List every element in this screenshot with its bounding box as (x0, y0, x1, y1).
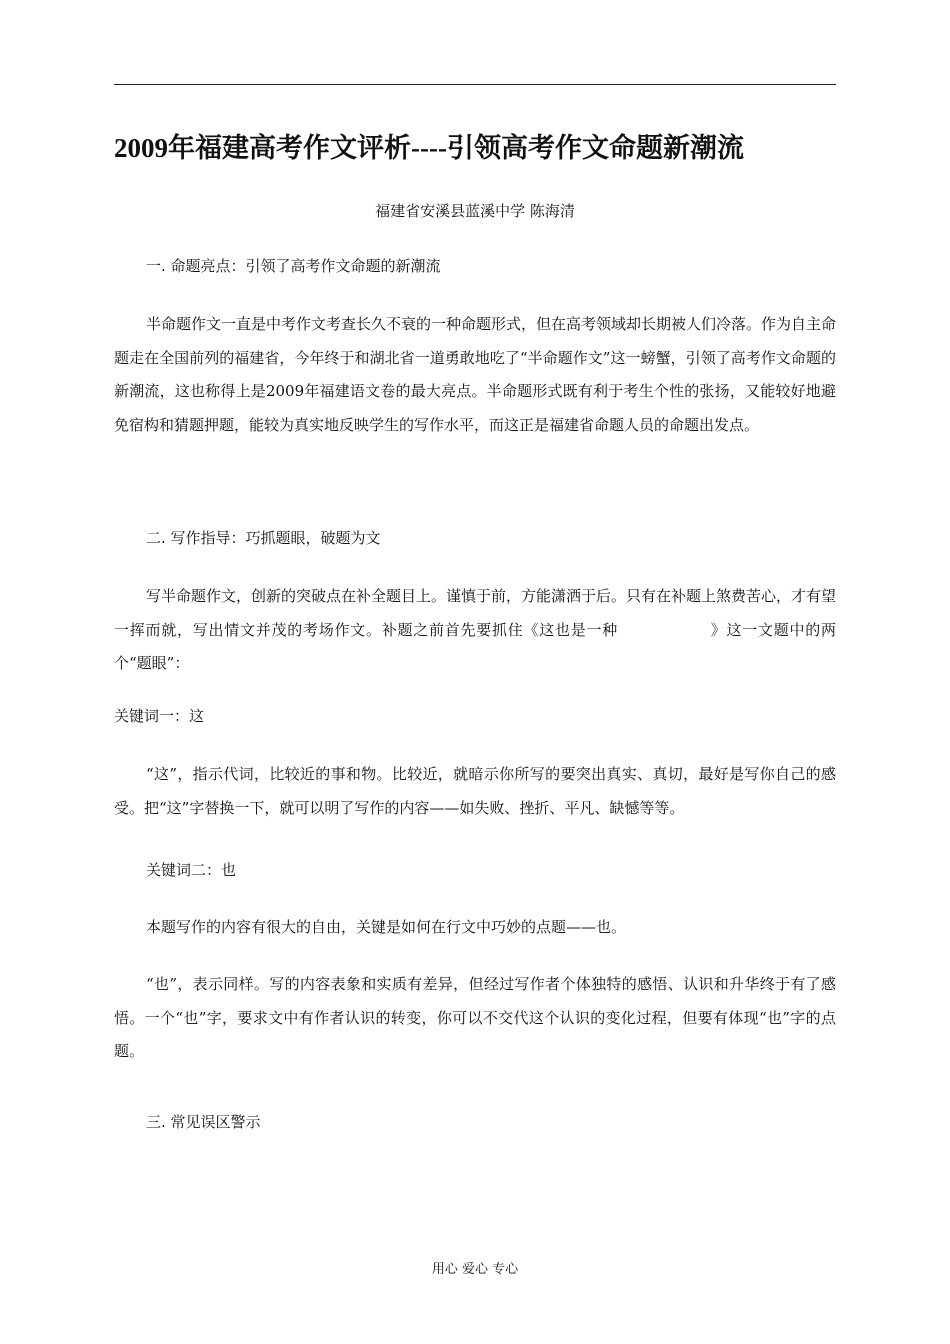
section3-heading: 三. 常见误区警示 (146, 1113, 261, 1131)
keyword2-heading: 关键词二：也 (146, 861, 237, 879)
section2-paragraph-part-b: 》这一文题中的两个“题眼”： (114, 620, 836, 672)
section1-paragraph: 半命题作文一直是中考作文考查长久不衰的一种命题形式，但在高考领域却长期被人们冷落。作为自主命题走在全国前列的福建省，今年终于和湖北省一道勇敢地吃了“半命题作文”这一螃蟹，引领了高考作文命题的新潮流，这也称得上是2009年福建语文卷的最大亮点。半命题形式既有利于考生个性的张扬，又能较好地避免宿构和猜题押题，能较为真实地反映学生的写作水平，而这正是福建省命题人员的命题出发点。 (114, 315, 837, 434)
page-footer: 用心 爱心 专心 (431, 1262, 519, 1277)
keyword1-heading: 关键词一：这 (114, 707, 205, 725)
keyword2-paragraph-1: 本题写作的内容有很大的自由，关键是如何在行文中巧妙的点题——也。 (146, 918, 627, 936)
section2-heading: 二. 写作指导：巧抓题眼，破题为文 (146, 529, 381, 547)
keyword1-paragraph: “这”，指示代词，比较近的事和物。比较近，就暗示你所写的要突出真实、真切，最好是写你自己的感受。把“这”字替换一下，就可以明了写作的内容——如失败、挫折、平凡、缺憾等等。 (114, 765, 836, 817)
author-line: 福建省安溪县蓝溪中学 陈海清 (375, 202, 575, 220)
keyword2-paragraph-2: “也”，表示同样。写的内容表象和实质有差异，但经过写作者个体独特的感悟、认识和升华终于有了感悟。一个“也”字，要求文中有作者认识的转变，你可以不交代这个认识的变化过程，但要有体现“也”字的点题。 (114, 975, 836, 1060)
document-title: 2009年福建高考作文评析----引领高考作文命题新潮流 (114, 133, 744, 163)
section1-heading: 一. 命题亮点：引领了高考作文命题的新潮流 (146, 257, 441, 275)
section2-paragraph (114, 580, 836, 681)
section2-paragraph-part-a: 写半命题作文，创新的突破点在补全题目上。谨慎于前，方能潇洒于后。只有在补题上煞费苦心，才有望一挥而就，写出情文并茂的考场作文。补题之前首先要抓住《这也是一种 (114, 587, 837, 639)
header-rule (114, 84, 836, 85)
